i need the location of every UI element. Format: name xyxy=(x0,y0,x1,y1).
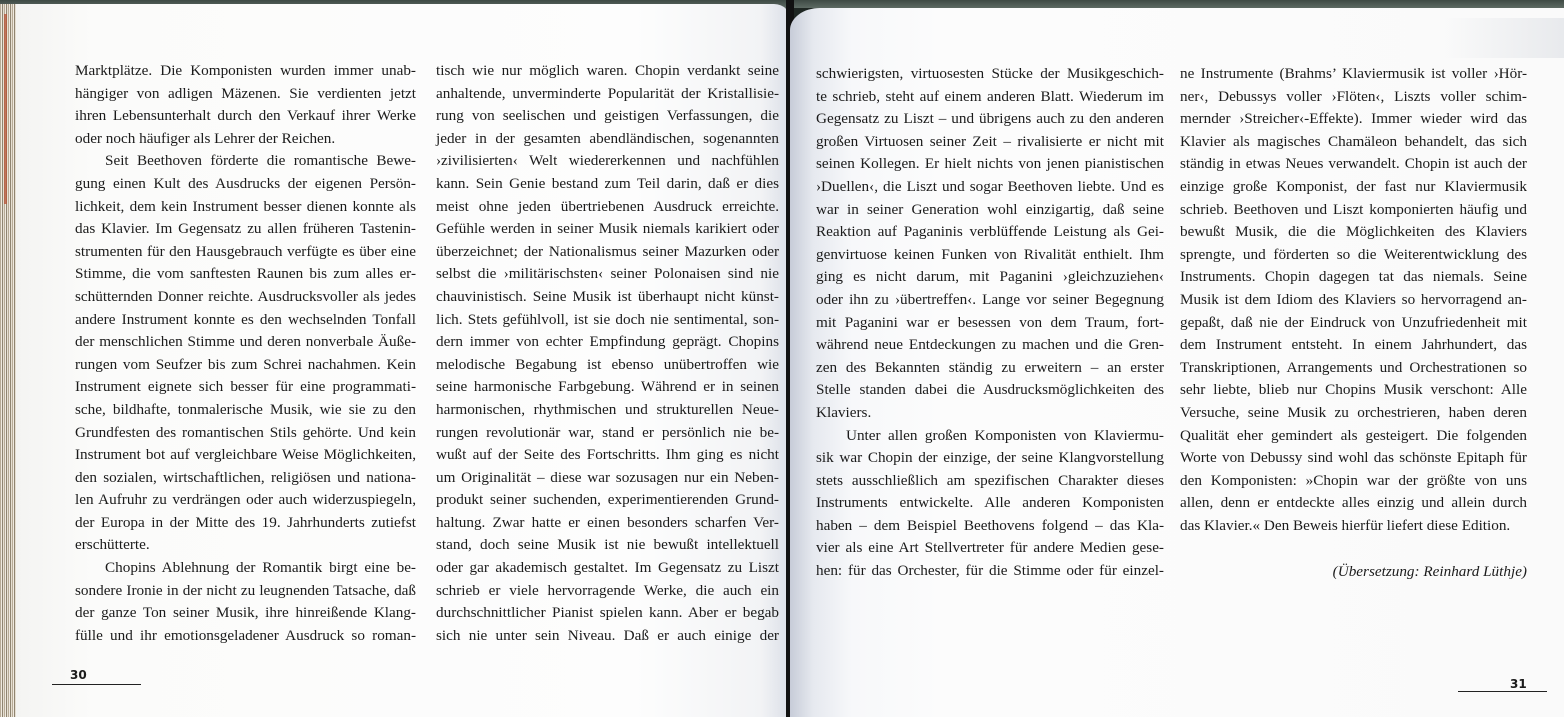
text-line: strumenten für den Hausgebrauch verfügte es über eine xyxy=(75,242,416,260)
text-line: Grundfesten des romantischen Stils gehörte. Und kein xyxy=(75,423,416,441)
text-line: schrieb. Beethoven und Liszt komponierten häufig und xyxy=(1180,200,1527,218)
text-line: Qualität eher gemindert als gesteigert. Die folgenden xyxy=(1180,426,1527,444)
text-line: hen: für das Orchester, für die Stimme oder für einzel- xyxy=(816,562,1164,580)
text-line: tisch wie nur möglich waren. Chopin verdankt seine xyxy=(436,62,779,79)
text-line: Seit Beethoven förderte die romantische Bewe- xyxy=(105,152,416,170)
text-line: rungen revolutionär war, stand er persönlich nie be- xyxy=(436,423,779,441)
text-line: durchschnittlicher Pianist spielen kann. Aber er begab xyxy=(436,604,779,622)
text-line: rungen vom Seufzer bis zum Schrei nachahmen. Kein xyxy=(75,355,416,373)
text-line: andere Instrument konnte es den wechselnden Tonfall xyxy=(75,310,416,328)
text-line: gung einen Kult des Ausdrucks der eigenen Persön- xyxy=(75,174,416,192)
show-through-header xyxy=(1440,18,1564,58)
text-line: sprengte, und förderten so die Weiterentwicklung des xyxy=(1180,245,1527,263)
text-line: sik war Chopin der einzige, der seine Klangvorstellung xyxy=(816,449,1164,467)
text-line: mernder ›Streicher‹-Effekte). Immer wieder wird das xyxy=(1180,110,1527,128)
text-line: fülle und ihr emotionsgeladener Ausdruck so roman- xyxy=(75,626,416,644)
text-line: Instrument bot auf vergleichbare Weise Möglichkeiten, xyxy=(75,446,416,464)
text-line: genvirtuose keinen Funken von Rivalität enthielt. Ihm xyxy=(816,245,1164,263)
text-line: zen des Bekannten ständig zu erweitern – an erster xyxy=(816,358,1164,376)
text-line: vier als eine Art Stellvertreter für andere Medien gese- xyxy=(816,539,1164,557)
text-line: Transkriptionen, Arrangements und Orchestrationen so xyxy=(1180,358,1527,376)
text-line: Unter allen großen Komponisten von Klaviermu- xyxy=(846,426,1164,444)
page-number-left: 30 xyxy=(70,668,87,682)
text-line: war in seiner Generation wohl einzigartig, daß seine xyxy=(816,200,1164,218)
text-line: haltung. Zwar hatte er einen besonders scharfen Ver- xyxy=(436,513,779,531)
text-line: der menschlichen Stimme und deren nonverbale Äuße- xyxy=(75,333,416,351)
text-line: ging es nicht darum, mit Paganini ›gleichzuziehen‹ xyxy=(816,268,1164,286)
text-line: Worte von Debussy sind wohl das schönste Epitaph für xyxy=(1180,449,1527,467)
page-edges-stack xyxy=(0,4,16,717)
text-line: den sozialen, wirtschaftlichen, religiösen und nationa- xyxy=(75,468,416,486)
page-number-right: 31 xyxy=(1510,677,1527,691)
text-line: erschütterte. xyxy=(75,536,150,554)
text-line: den Komponisten: »Chopin war der größte von uns xyxy=(1180,471,1527,489)
text-line: schrieb er viele hervorragende Werke, die auch ein xyxy=(436,581,779,599)
text-line: sche, bildhafte, tonmalerische Musik, wie sie zu den xyxy=(75,400,416,418)
text-line: ständig in etwas Neues verwandelt. Chopin ist auch der xyxy=(1180,155,1527,173)
text-line: hängiger von adligen Mäzenen. Sie verdienten jetzt xyxy=(75,84,416,102)
text-line: ihren Lebensunterhalt durch den Verkauf ihrer Werke xyxy=(75,107,416,125)
text-line: oder ihn zu ›übertreffen‹. Lange vor seiner Begegnung xyxy=(816,290,1164,308)
text-line: te schrieb, steht auf einem anderen Blatt. Wiederum im xyxy=(816,87,1164,105)
right-page-column-1 xyxy=(816,63,1164,583)
text-line: chauvinistisch. Seine Musik ist überhaupt nicht künst- xyxy=(436,287,779,305)
text-line: ne Instrumente (Brahms’ Klaviermusik ist voller ›Hör- xyxy=(1180,65,1527,82)
text-line: sich nie unter sein Niveau. Daß er auch einige der xyxy=(436,626,779,644)
text-line: Marktplätze. Die Komponisten wurden immer unab- xyxy=(75,62,416,79)
text-line: produkt seiner suchenden, experimentierenden Grund- xyxy=(436,491,779,509)
text-line: ›Duellen‹, die Liszt und sogar Beethoven liebte. Und es xyxy=(816,177,1164,195)
text-line: oder gar akademisch gestaltet. Im Gegensatz zu Liszt xyxy=(436,559,779,577)
text-line: ›zivilisierten‹ Welt wiedererkennen und nachfühlen xyxy=(436,152,779,170)
folio-rule-left xyxy=(52,684,141,685)
text-line: bewußt Musik, die die Möglichkeiten des Klaviers xyxy=(1180,223,1527,241)
text-line: überzeichnet; der Nationalismus seiner Mazurken oder xyxy=(436,242,779,260)
text-line: seine harmonische Farbgebung. Während er in seinen xyxy=(436,378,779,396)
left-page-column-1 xyxy=(75,60,416,647)
right-page-column-2 xyxy=(1180,63,1527,537)
text-line: selbst die ›militärischsten‹ seiner Polonaisen sind nie xyxy=(436,265,779,283)
text-line: sondere Ironie in der nicht zu leugnenden Tatsache, daß xyxy=(75,581,416,599)
text-line: gepaßt, daß nie der Eindruck von Unzufriedenheit mit xyxy=(1180,313,1527,331)
text-line: großen Virtuosen seiner Zeit – rivalisierte er nicht mit xyxy=(816,132,1164,150)
text-line: um Originalität – diese war sozusagen nur ein Neben- xyxy=(436,468,779,486)
text-line: während neue Entdeckungen zu machen und die Gren- xyxy=(816,336,1164,354)
text-line: kann. Sein Genie bestand zum Teil darin, daß er dies xyxy=(436,174,779,192)
text-line: ner‹, Debussys voller ›Flöten‹, Liszts voller schim- xyxy=(1180,87,1527,105)
text-line: stand, doch seine Musik ist nie bewußt intellektuell xyxy=(436,536,779,554)
text-line: Reaktion auf Paganinis verblüffende Leistung als Gei- xyxy=(816,223,1164,241)
text-line: allen, denn er entdeckte alles einzig und allein durch xyxy=(1180,494,1527,512)
text-line: jeder in der gesamten abendländischen, sogenannten xyxy=(436,129,779,147)
text-line: Stelle standen dabei die Ausdrucksmöglichkeiten des xyxy=(816,381,1164,399)
text-line: haben – dem Beispiel Beethovens folgend – das Kla- xyxy=(816,516,1164,534)
text-line: anhaltende, unverminderte Popularität der Kristallisie- xyxy=(436,84,779,102)
text-line: einzige große Komponist, der fast nur Klaviermusik xyxy=(1180,177,1527,195)
text-line: wußt auf der Seite des Fortschritts. Ihm ging es nicht xyxy=(436,446,779,464)
translator-credit: (Übersetzung: Reinhard Lüthje) xyxy=(1332,563,1527,580)
text-line: das Klavier.« Den Beweis hierfür liefert diese Edition. xyxy=(1180,516,1511,534)
text-line: der ganze Ton seiner Musik, ihre hinreißende Klang- xyxy=(75,604,416,622)
text-line: das Klavier. Im Gegensatz zu allen früheren Tastenin- xyxy=(75,220,416,238)
text-line: meist ohne jeden übertriebenen Ausdruck erreichte. xyxy=(436,197,779,215)
text-line: len Aufruhr zu verdrängen oder auch widerzuspiegeln, xyxy=(75,491,416,509)
text-line: Gefühle werden in seiner Musik niemals karikiert oder xyxy=(436,220,779,238)
text-line: dern immer von echter Empfindung geprägt. Chopins xyxy=(436,333,779,351)
text-line: lich. Stets gefühlvoll, ist sie doch nie sentimental, son- xyxy=(436,310,779,328)
text-line: Chopins Ablehnung der Romantik birgt eine be- xyxy=(105,559,416,577)
text-line: schütternden Donner reichte. Ausdrucksvoller als jedes xyxy=(75,287,416,305)
folio-rule-right xyxy=(1458,691,1547,692)
left-page-column-2 xyxy=(436,60,779,647)
text-line: der Europa in der Mitte des 19. Jahrhunderts zutiefst xyxy=(75,513,416,531)
text-line: Musik ist dem Idiom des Klaviers so hervorragend an- xyxy=(1180,290,1527,308)
text-line: mit Paganini war er besessen von dem Traum, fort- xyxy=(816,313,1164,331)
text-line: Instrument eignete sich besser für eine programmati- xyxy=(75,378,416,396)
text-line: Klaviers. xyxy=(816,403,872,421)
text-line: oder noch häufiger als Lehrer der Reichen. xyxy=(75,129,336,147)
text-line: seinen Kollegen. Er hielt nichts von jenen pianistischen xyxy=(816,155,1164,173)
text-line: Stimme, die vom sanftesten Raunen bis zum alles er- xyxy=(75,265,416,283)
text-line: Gegensatz zu Liszt – und übrigens auch zu den anderen xyxy=(816,110,1164,128)
text-line: schwierigsten, virtuosesten Stücke der Musikgeschich- xyxy=(816,65,1164,82)
text-line: sehr liebte, blieb nur Chopins Musik verschont: Alle xyxy=(1180,381,1527,399)
text-line: Klavier als magisches Chamäleon behandelt, das sich xyxy=(1180,132,1527,150)
text-line: melodische Begabung ist ebenso unübertroffen wie xyxy=(436,355,779,373)
text-line: dem Instrument entsteht. In einem Jahrhundert, das xyxy=(1180,336,1527,354)
text-line: rung von seelischen und geistigen Verfassungen, die xyxy=(436,107,779,125)
text-line: stets ausschließlich am spezifischen Charakter dieses xyxy=(816,471,1164,489)
text-line: Instruments entwickelte. Alle anderen Komponisten xyxy=(816,494,1164,512)
text-line: Instruments. Chopin dagegen tat das niemals. Seine xyxy=(1180,268,1527,286)
text-line: Versuche, seine Musik zu orchestrieren, haben deren xyxy=(1180,403,1527,421)
text-line: harmonischen, rhythmischen und strukturellen Neue- xyxy=(436,400,779,418)
text-line: lichkeit, dem kein Instrument besser dienen konnte als xyxy=(75,197,416,215)
